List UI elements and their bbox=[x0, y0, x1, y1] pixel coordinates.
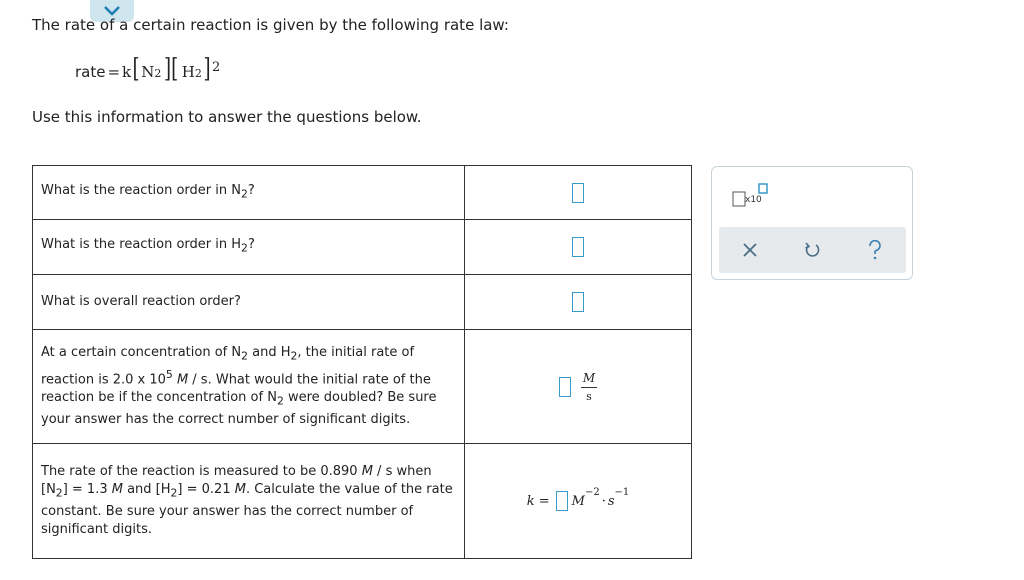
k-label: k = bbox=[526, 493, 550, 509]
clear-button[interactable] bbox=[735, 235, 765, 265]
rate-constant-symbol: k bbox=[122, 63, 132, 81]
n2-symbol: N bbox=[141, 63, 155, 81]
answer-cell bbox=[465, 166, 692, 220]
x10-label: x10 bbox=[745, 195, 762, 205]
table-row bbox=[33, 444, 692, 559]
question-text: ? bbox=[247, 182, 255, 198]
answer-cell bbox=[465, 220, 692, 275]
n2-subscript: 2 bbox=[154, 67, 162, 80]
order-h2-input[interactable] bbox=[572, 237, 584, 257]
question-text: / s when [N bbox=[41, 464, 432, 498]
subscript: 2 bbox=[241, 241, 248, 255]
table-row bbox=[33, 220, 692, 275]
tool-bar bbox=[719, 227, 906, 273]
seconds-exponent: −1 bbox=[614, 486, 630, 498]
question-text: ] = 1.3 bbox=[62, 482, 112, 498]
questions-table bbox=[32, 165, 692, 559]
answer-cell bbox=[465, 330, 692, 444]
subscript: 2 bbox=[290, 349, 298, 363]
question-cell bbox=[33, 275, 465, 330]
question-text: and [H bbox=[122, 482, 171, 498]
subscript: 2 bbox=[241, 349, 248, 363]
help-icon bbox=[867, 240, 883, 260]
answer-cell bbox=[465, 444, 692, 559]
undo-icon bbox=[803, 241, 821, 259]
undo-button[interactable] bbox=[797, 235, 827, 265]
h2-subscript: 2 bbox=[194, 67, 202, 80]
answer-tools-panel bbox=[711, 166, 913, 280]
overall-order-input[interactable] bbox=[572, 292, 584, 312]
subscript: 2 bbox=[240, 187, 248, 201]
x10-scientific-button[interactable] bbox=[732, 183, 768, 209]
unit-molar: M bbox=[111, 482, 123, 498]
table-row bbox=[33, 275, 692, 330]
question-text: and H bbox=[247, 345, 291, 361]
question-text: ] = 0.21 bbox=[177, 482, 235, 498]
close-icon bbox=[742, 242, 758, 258]
table-row bbox=[33, 330, 692, 444]
subscript: 2 bbox=[170, 486, 178, 500]
unit-seconds: s bbox=[607, 493, 615, 509]
subscript: 2 bbox=[55, 486, 63, 500]
question-cell bbox=[33, 166, 465, 220]
rate-constant-answer bbox=[526, 486, 630, 511]
rate-constant-input[interactable] bbox=[556, 491, 568, 511]
rate-label: rate bbox=[75, 63, 106, 81]
question-text: were doubled? Be sure your answer has the correct number of significant digits. bbox=[41, 390, 437, 427]
superscript: 5 bbox=[165, 367, 173, 381]
help-button[interactable] bbox=[860, 235, 890, 265]
h2-exponent: 2 bbox=[211, 60, 221, 75]
question-text: / s. What would the initial rate of the reaction be if the concentration of N bbox=[41, 372, 431, 406]
unit-denominator: s bbox=[586, 389, 592, 403]
instructions-text: Use this information to answer the questions below. bbox=[32, 108, 422, 126]
question-cell bbox=[33, 220, 465, 275]
rate-unit-fraction bbox=[581, 371, 597, 403]
intro-text: The rate of a certain reaction is given by the following rate law: bbox=[32, 16, 509, 34]
table-row bbox=[33, 166, 692, 220]
bracket: [ bbox=[132, 54, 140, 84]
equals-sign: = bbox=[107, 63, 121, 81]
bracket: ] bbox=[203, 54, 211, 84]
unit-molar: M bbox=[361, 464, 373, 480]
unit-molar: M bbox=[234, 482, 246, 498]
question-text: At a certain concentration of N bbox=[41, 345, 242, 361]
unit-molar: M bbox=[571, 493, 585, 509]
bracket: ][ bbox=[164, 54, 179, 84]
question-text: What is the reaction order in N bbox=[41, 182, 241, 198]
unit-numerator: M bbox=[581, 371, 597, 388]
question-text: , the initial rate of reaction is 2.0 x 10 bbox=[41, 345, 415, 388]
doubled-rate-input[interactable] bbox=[559, 377, 571, 397]
question-text: . Calculate the value of the rate constant. Be sure your answer has the correct number of significant digits. bbox=[41, 482, 453, 537]
molar-exponent: −2 bbox=[584, 486, 600, 498]
h2-symbol: H bbox=[181, 63, 195, 81]
multiply-dot: · bbox=[601, 493, 606, 509]
unit-molar: M bbox=[176, 372, 189, 388]
question-text: What is the reaction order in H bbox=[41, 237, 242, 253]
question-cell bbox=[33, 444, 465, 559]
order-n2-input[interactable] bbox=[572, 183, 584, 203]
answer-cell bbox=[465, 275, 692, 330]
question-cell bbox=[33, 330, 465, 444]
question-text: The rate of the reaction is measured to be 0.890 bbox=[41, 464, 362, 480]
rate-law bbox=[75, 56, 220, 82]
question-text: ? bbox=[247, 237, 255, 253]
question-text: What is overall reaction order? bbox=[41, 294, 241, 309]
subscript: 2 bbox=[276, 394, 284, 408]
